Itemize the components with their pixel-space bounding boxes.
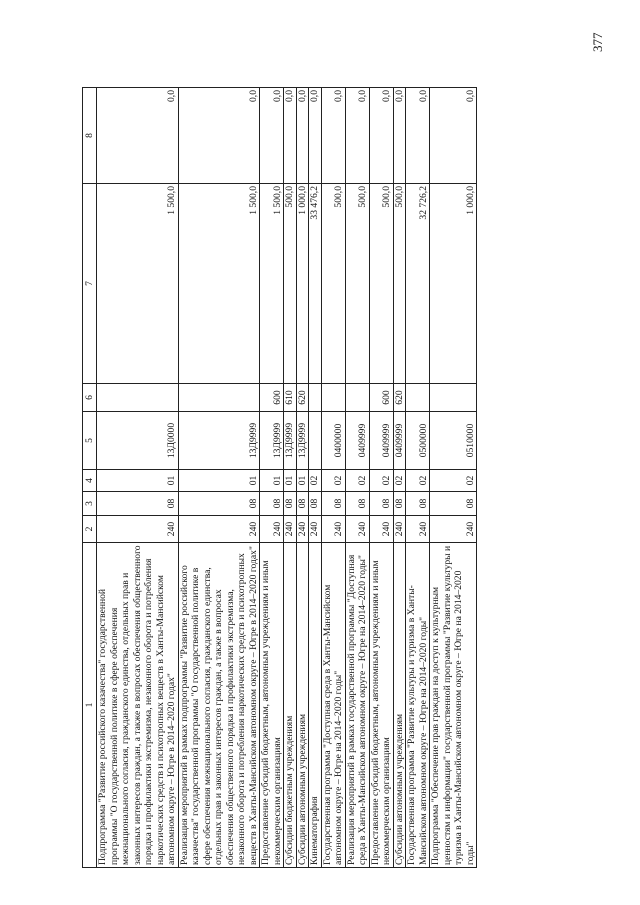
- cell-code: 240: [309, 516, 322, 543]
- cell-name: Реализация мероприятий в рамках государственной программы "Доступная среда в Ханты-Мансийском автономном округе – Югре на 2014–2020 годы": [345, 543, 369, 868]
- cell-target-article: 13Д0000: [97, 412, 179, 470]
- table-row: [369, 88, 393, 868]
- cell-name: Государственная программа "Развитие культуры и туризма в Ханты-Мансийском автономном округе – Югре на 2014–2020 годы": [406, 543, 430, 868]
- cell-name: Государственная программа "Доступная среда в Ханты-Мансийском автономном округе – Югре на 2014–2020 годы": [321, 543, 345, 868]
- cell-target-article: 0500000: [406, 412, 430, 470]
- cell-name: Предоставление субсидий бюджетным, автономным учреждениям и иным некоммерческим организациям: [369, 543, 393, 868]
- header-cell-1: 1: [83, 543, 97, 868]
- cell-amount: 1 500,0: [97, 184, 179, 384]
- table-row: [97, 88, 179, 868]
- table-row: [260, 88, 284, 868]
- cell-code: 240: [296, 516, 309, 543]
- table-row: [321, 88, 345, 868]
- cell-target-article: [309, 412, 322, 470]
- cell-amount: 1 000,0: [296, 184, 309, 384]
- cell-amount-2: 0,0: [406, 88, 430, 184]
- cell-expense-type: 620: [393, 384, 406, 412]
- cell-amount-2: 0,0: [345, 88, 369, 184]
- header-row: [83, 88, 97, 868]
- cell-target-article: 13Д9999: [260, 412, 284, 470]
- cell-code: 240: [321, 516, 345, 543]
- cell-target-article: 13Д9999: [296, 412, 309, 470]
- cell-subsection: 01: [284, 470, 297, 492]
- cell-section: 08: [321, 492, 345, 516]
- header-cell-6: 6: [83, 384, 97, 412]
- table-row: [178, 88, 260, 868]
- cell-code: 240: [260, 516, 284, 543]
- cell-subsection: 02: [393, 470, 406, 492]
- cell-amount-2: 0,0: [97, 88, 179, 184]
- cell-subsection: 01: [260, 470, 284, 492]
- table-row: [430, 88, 477, 868]
- cell-name: Реализация мероприятий в рамках подпрограммы "Развитие российского казачества" государственной программы "О государственной политике в сфере обеспечения межнационального согласия, гражданского единства, отдельных прав и законных интересов граждан, а также в вопросах обеспечения общественного порядка и профилактики экстремизма, незаконного оборота и потребления наркотических средств и психотропных веществ в Ханты-Мансийском автономном округе – Югре в 2014–2020 годах": [178, 543, 260, 868]
- cell-code: 240: [178, 516, 260, 543]
- cell-amount: 500,0: [369, 184, 393, 384]
- cell-subsection: 02: [406, 470, 430, 492]
- cell-section: 08: [178, 492, 260, 516]
- table-row: [284, 88, 297, 868]
- cell-target-article: 0409999: [345, 412, 369, 470]
- cell-expense-type: [97, 384, 179, 412]
- cell-amount-2: 0,0: [309, 88, 322, 184]
- cell-amount-2: 0,0: [178, 88, 260, 184]
- cell-section: 08: [369, 492, 393, 516]
- cell-section: 08: [393, 492, 406, 516]
- cell-amount-2: 0,0: [321, 88, 345, 184]
- table-row: [345, 88, 369, 868]
- table-row: [393, 88, 406, 868]
- table-body: [83, 88, 477, 868]
- cell-amount: 1 000,0: [430, 184, 477, 384]
- page-number: 377: [590, 32, 605, 52]
- cell-code: 240: [97, 516, 179, 543]
- cell-amount: 500,0: [393, 184, 406, 384]
- cell-expense-type: [430, 384, 477, 412]
- cell-amount: 1 500,0: [260, 184, 284, 384]
- header-cell-3: 3: [83, 492, 97, 516]
- cell-amount-2: 0,0: [296, 88, 309, 184]
- cell-name: Субсидии автономным учреждениям: [296, 543, 309, 868]
- cell-amount: 500,0: [284, 184, 297, 384]
- cell-amount: 32 726,2: [406, 184, 430, 384]
- cell-expense-type: 610: [284, 384, 297, 412]
- cell-amount: 500,0: [345, 184, 369, 384]
- cell-name: Предоставление субсидий бюджетным, автономным учреждениям и иным некоммерческим организациям: [260, 543, 284, 868]
- cell-target-article: 13Д9999: [284, 412, 297, 470]
- cell-amount: 33 476,2: [309, 184, 322, 384]
- cell-section: 08: [296, 492, 309, 516]
- header-cell-8: 8: [83, 88, 97, 184]
- cell-code: 240: [430, 516, 477, 543]
- cell-expense-type: 600: [260, 384, 284, 412]
- cell-section: 08: [260, 492, 284, 516]
- cell-code: 240: [369, 516, 393, 543]
- cell-code: 240: [345, 516, 369, 543]
- cell-name: Подпрограмма "Развитие российского казачества" государственной программы "О государственной политике в сфере обеспечения межнационального согласия, гражданского единства, отдельных прав и законных интересов граждан, а также в вопросах обеспечения общественного порядка и профилактики экстремизма, незаконного оборота и потребления наркотических средств и психотропных веществ в Ханты-Мансийском автономном округе – Югре в 2014–2020 годах": [97, 543, 179, 868]
- cell-section: 08: [345, 492, 369, 516]
- table-row: [406, 88, 430, 868]
- cell-section: 08: [309, 492, 322, 516]
- cell-section: 08: [97, 492, 179, 516]
- header-cell-4: 4: [83, 470, 97, 492]
- cell-subsection: 01: [296, 470, 309, 492]
- cell-code: 240: [406, 516, 430, 543]
- header-cell-5: 5: [83, 412, 97, 470]
- cell-amount-2: 0,0: [284, 88, 297, 184]
- table-row: [309, 88, 322, 868]
- cell-subsection: 02: [369, 470, 393, 492]
- cell-subsection: 01: [178, 470, 260, 492]
- cell-name: Подпрограмма "Обеспечение прав граждан на доступ к культурным ценностям и информации" государственной программы "Развитие культуры и туризма в Ханты-Мансийском автономном округе – Югре на 2014–2020 годы": [430, 543, 477, 868]
- header-cell-2: 2: [83, 516, 97, 543]
- cell-expense-type: [178, 384, 260, 412]
- cell-name: Субсидии бюджетным учреждениям: [284, 543, 297, 868]
- cell-expense-type: [321, 384, 345, 412]
- cell-subsection: 02: [321, 470, 345, 492]
- cell-amount-2: 0,0: [393, 88, 406, 184]
- cell-target-article: 13Д9999: [178, 412, 260, 470]
- cell-amount: 1 500,0: [178, 184, 260, 384]
- cell-name: Субсидии автономным учреждениям: [393, 543, 406, 868]
- cell-expense-type: [406, 384, 430, 412]
- cell-target-article: 0409999: [369, 412, 393, 470]
- cell-amount-2: 0,0: [430, 88, 477, 184]
- cell-name: Кинематография: [309, 543, 322, 868]
- budget-table: [82, 87, 477, 868]
- cell-target-article: 0409999: [393, 412, 406, 470]
- cell-target-article: 0400000: [321, 412, 345, 470]
- cell-target-article: 0510000: [430, 412, 477, 470]
- table-row: [296, 88, 309, 868]
- cell-section: 08: [406, 492, 430, 516]
- cell-amount: 500,0: [321, 184, 345, 384]
- rotated-table-wrapper: [82, 88, 612, 868]
- cell-expense-type: [309, 384, 322, 412]
- cell-section: 08: [284, 492, 297, 516]
- cell-subsection: 01: [97, 470, 179, 492]
- header-cell-7: 7: [83, 184, 97, 384]
- cell-code: 240: [393, 516, 406, 543]
- cell-expense-type: [345, 384, 369, 412]
- cell-code: 240: [284, 516, 297, 543]
- cell-subsection: 02: [309, 470, 322, 492]
- cell-amount-2: 0,0: [369, 88, 393, 184]
- cell-section: 08: [430, 492, 477, 516]
- cell-amount-2: 0,0: [260, 88, 284, 184]
- cell-expense-type: 620: [296, 384, 309, 412]
- cell-expense-type: 600: [369, 384, 393, 412]
- cell-subsection: 02: [430, 470, 477, 492]
- cell-subsection: 02: [345, 470, 369, 492]
